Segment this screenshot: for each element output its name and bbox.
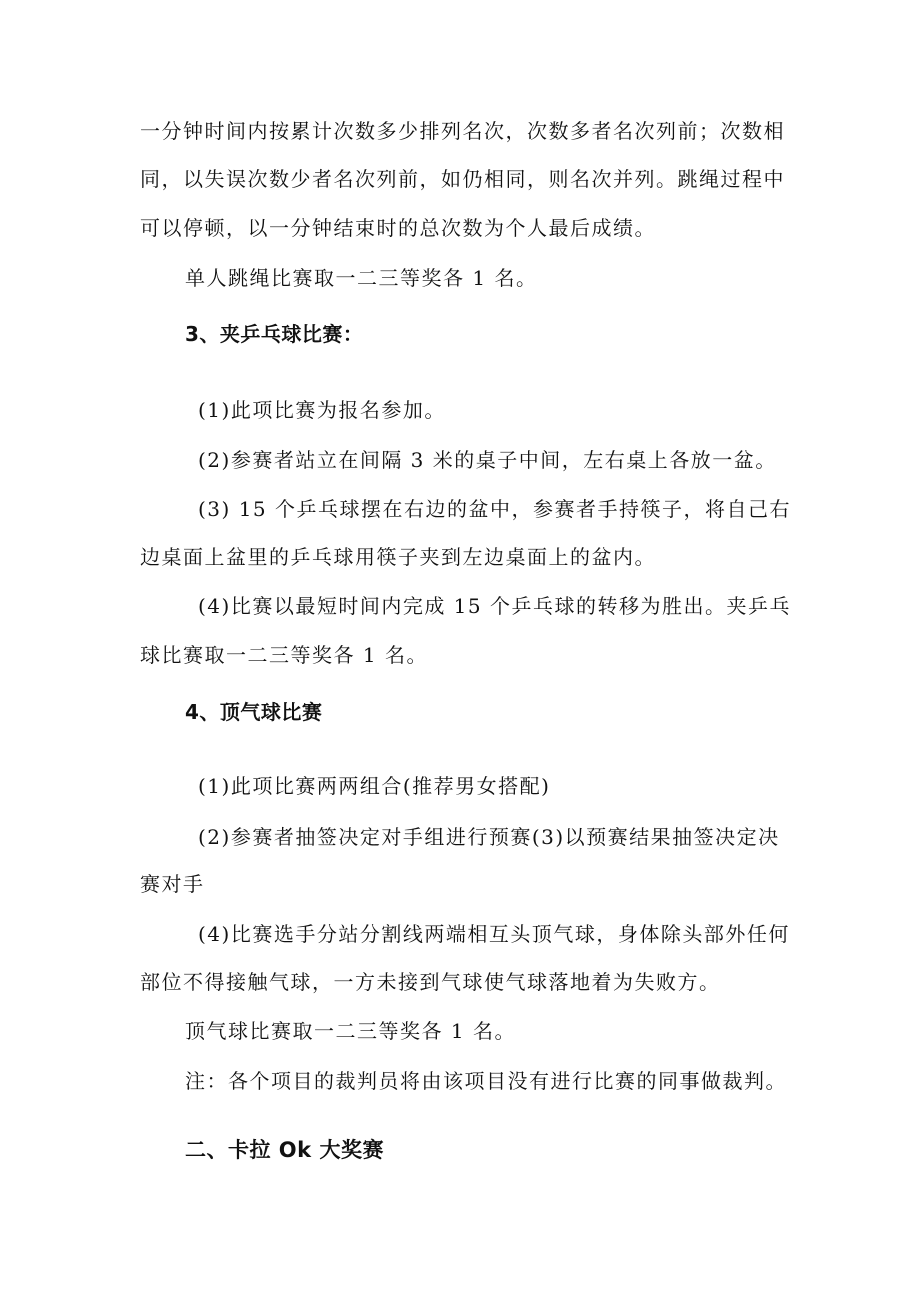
rule-text-line: (2)参赛者站立在间隔 3 米的桌子中间，左右桌上各放一盆。 bbox=[198, 448, 777, 472]
award-text-line: 顶气球比赛取一二三等奖各 1 名。 bbox=[185, 1019, 516, 1043]
rule-text-line: (2)参赛者抽签决定对手组进行预赛(3)以预赛结果抽签决定决 bbox=[198, 825, 780, 849]
section-heading-karaoke: 二、卡拉 Ok 大奖赛 bbox=[185, 1138, 384, 1162]
rule-text-line: 部位不得接触气球，一方未接到气球使气球落地着为失败方。 bbox=[140, 970, 721, 994]
rule-text-line: 一分钟时间内按累计次数多少排列名次，次数多者名次列前；次数相 bbox=[140, 119, 785, 143]
rule-text-line: 同，以失误次数少者名次列前，如仍相同，则名次并列。跳绳过程中 bbox=[140, 167, 785, 191]
rule-text-line: (3) 15 个乒乓球摆在右边的盆中，参赛者手持筷子，将自己右 bbox=[198, 497, 791, 521]
rule-text-line: 可以停顿，以一分钟结束时的总次数为个人最后成绩。 bbox=[140, 216, 656, 240]
award-text-line: 球比赛取一二三等奖各 1 名。 bbox=[140, 643, 428, 667]
section-heading-balloon: 4、顶气球比赛 bbox=[185, 700, 323, 724]
note-text-line: 注：各个项目的裁判员将由该项目没有进行比赛的同事做裁判。 bbox=[185, 1069, 787, 1093]
rule-text-line: 赛对手 bbox=[140, 872, 205, 896]
rule-text-line: (1)此项比赛为报名参加。 bbox=[198, 398, 446, 422]
rule-text-line: (1)此项比赛两两组合(推荐男女搭配) bbox=[198, 774, 551, 798]
rule-text-line: 边桌面上盆里的乒乓球用筷子夹到左边桌面上的盆内。 bbox=[140, 545, 656, 569]
section-heading-pingpong: 3、夹乒乓球比赛： bbox=[185, 322, 364, 346]
rule-text-line: (4)比赛以最短时间内完成 15 个乒乓球的转移为胜出。夹乒乓 bbox=[198, 594, 791, 618]
rule-text-line: (4)比赛选手分站分割线两端相互头顶气球，身体除头部外任何 bbox=[198, 922, 790, 946]
award-text-line: 单人跳绳比赛取一二三等奖各 1 名。 bbox=[185, 266, 538, 290]
